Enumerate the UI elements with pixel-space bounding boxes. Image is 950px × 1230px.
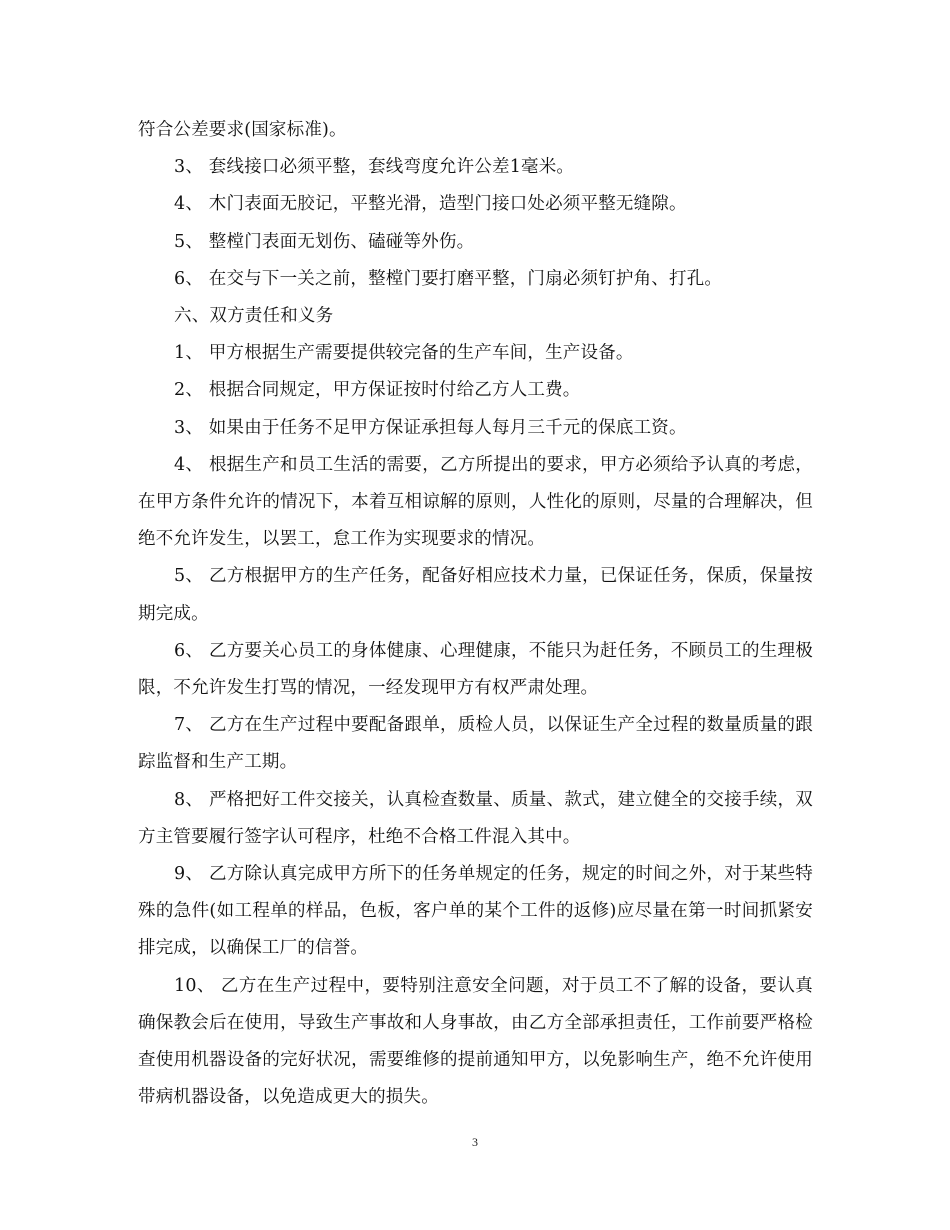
document-body xyxy=(138,112,813,1116)
paragraph-duty-2: 2、 根据合同规定，甲方保证按时付给乙方人工费。 xyxy=(174,380,581,401)
paragraph-duty-7: 7、 乙方在生产过程中要配备跟单，质检人员，以保证生产全过程的数量质量的跟踪监督和生产工期。 xyxy=(138,715,813,773)
paragraph-duty-9: 9、 乙方除认真完成甲方所下的任务单规定的任务，规定的时间之外，对于某些特殊的急件(如工程单的样品，色板，客户单的某个工件的返修)应尽量在第一时间抓紧安排完成，以确保工厂的信誉。 xyxy=(138,864,813,959)
paragraph-continuation: 符合公差要求(国家标准)。 xyxy=(138,120,347,140)
paragraph-item-4: 4、 木门表面无胶记，平整光滑，造型门接口处必须平整无缝隙。 xyxy=(174,194,687,215)
paragraph-duty-5: 5、 乙方根据甲方的生产任务，配备好相应技术力量，已保证任务，保质，保量按期完成。 xyxy=(138,566,813,624)
paragraph-duty-4: 4、 根据生产和员工生活的需要，乙方所提出的要求，甲方必须给予认真的考虑，在甲方条件允许的情况下，本着互相谅解的原则，人性化的原则，尽量的合理解决，但绝不允许发生，以罢工，怠工作为实现要求的情况。 xyxy=(138,454,813,550)
paragraph-item-6: 6、 在交与下一关之前，整樘门要打磨平整，门扇必须钉护角、打孔。 xyxy=(174,268,723,289)
section-heading: 六、双方责任和义务 xyxy=(174,306,334,327)
paragraph-duty-3: 3、 如果由于任务不足甲方保证承担每人每月三千元的保底工资。 xyxy=(174,417,687,438)
paragraph-item-3: 3、 套线接口必须平整，套线弯度允许公差1毫米。 xyxy=(174,157,575,178)
paragraph-duty-8: 8、 严格把好工件交接关，认真检查数量、质量、款式，建立健全的交接手续，双方主管要履行签字认可程序，杜绝不合格工件混入其中。 xyxy=(138,789,813,847)
paragraph-duty-6: 6、 乙方要关心员工的身体健康、心理健康，不能只为赶任务，不顾员工的生理极限，不允许发生打骂的情况，一经发现甲方有权严肃处理。 xyxy=(138,640,813,699)
paragraph-duty-10: 10、 乙方在生产过程中，要特别注意安全问题，对于员工不了解的设备，要认真确保教会后在使用，导致生产事故和人身事故，由乙方全部承担责任，工作前要严格检查使用机器设备的完好状况，需要维修的提前通知甲方，以免影响生产，绝不允许使用带病机器设备，以免造成更大的损失。 xyxy=(138,975,813,1108)
page-number: 3 xyxy=(472,1135,478,1149)
paragraph-duty-1: 1、 甲方根据生产需要提供较完备的生产车间，生产设备。 xyxy=(174,343,634,364)
paragraph-item-5: 5、 整樘门表面无划伤、磕碰等外伤。 xyxy=(174,231,475,252)
